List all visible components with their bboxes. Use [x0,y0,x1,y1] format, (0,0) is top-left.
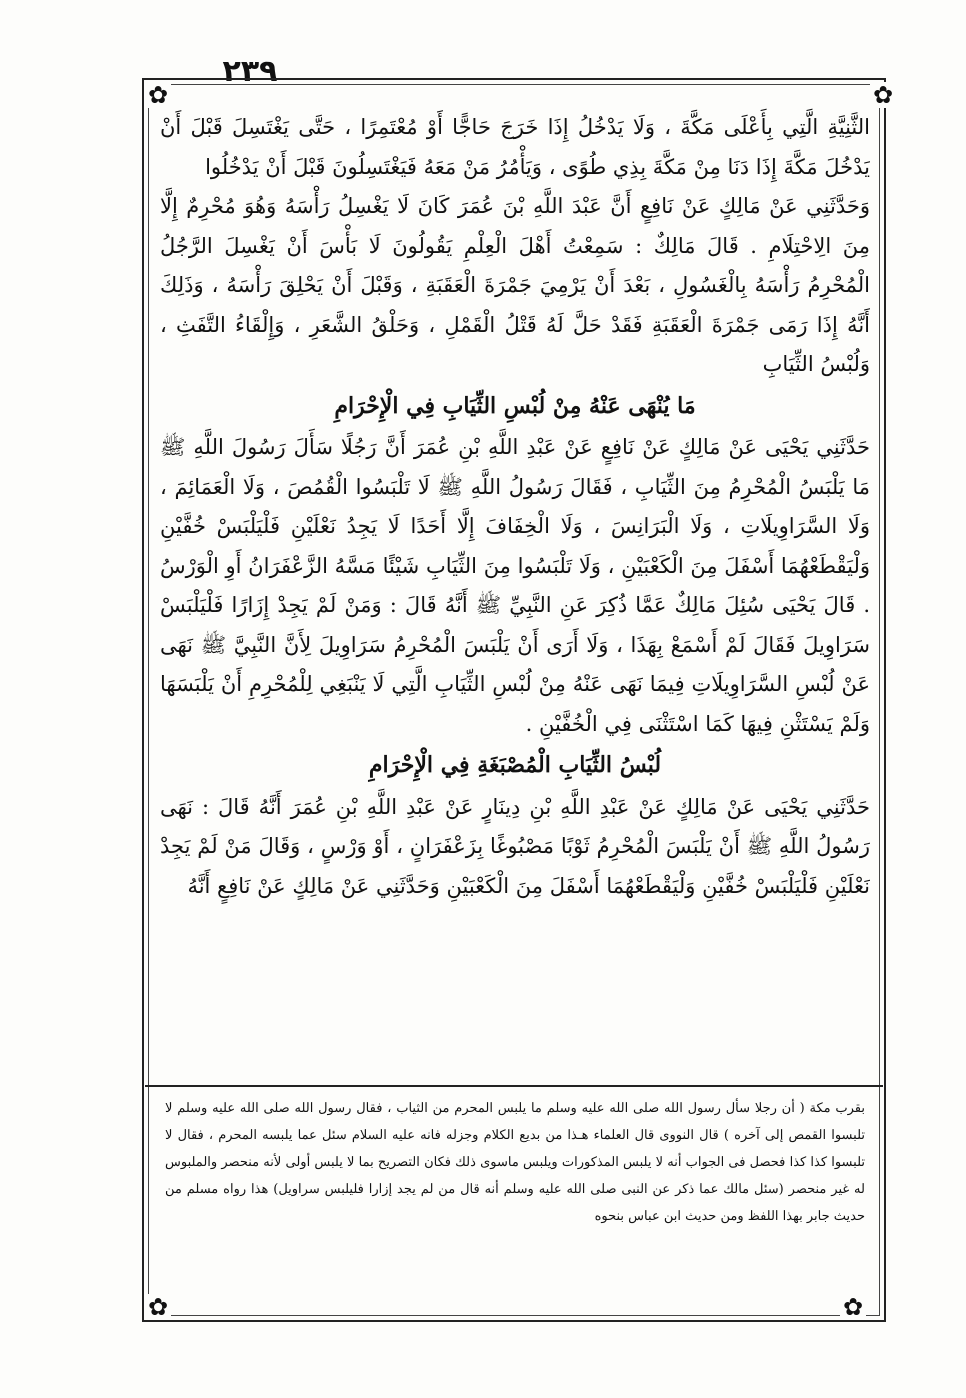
main-text [160,108,870,1076]
section-heading-1: مَا يُنْهَى عَنْهُ مِنْ لُبْسِ الثِّيَابِ فِي الْإِحْرَامِ [334,392,696,419]
footnotes [165,1095,865,1295]
page-number: ٢٣٩ [222,54,278,89]
flower-ornament-icon: ✿ [145,82,171,108]
footnote-text: بقرب مكة ( أن رجلا سأل رسول الله صلى الله عليه وسلم ما يلبس المحرم من الثياب ، فقال رسول الله صلى الله عليه وسلم لا تلبسوا القمص إلى آخره ) قال النووى قال العلماء هـذا من بديع الكلام وجزله فانه عليه السلام سئل عما يلبسه المحرم ، فقال لا تلبسوا كذا كذا فحصل فى الجواب أنه لا يلبس المذكورات ويلبس ماسوى ذلك فكان التصريح بما لا يلبس أولى لأنه منحصر والملبوس له غير منحصر (سئل مالك عما ذكر عن النبى صلى الله عليه وسلم أنه قال من لم يجد إزارا فليلبس سراويل) هذا رواه مسلم من حديث جابر بهذا اللفظ ومن حديث ابن عباس بنحوه [165,1101,865,1224]
section-2-text: حَدَّثَنِي يَحْيَى عَنْ مَالِكٍ عَنْ عَبْدِ اللَّهِ بْنِ دِينَارٍ عَنْ عَبْدِ اللَّهِ بْنِ عُمَرَ أَنَّهُ قَالَ : نَهَى رَسُولُ اللَّهِ ﷺ أَنْ يَلْبَسَ الْمُحْرِمُ ثَوْبًا مَصْبُوغًا بِزَعْفَرَانٍ ، أَوْ وَرْسٍ ، وَقَالَ مَنْ لَمْ يَجِدْ نَعْلَيْنِ فَلْيَلْبَسْ خُفَّيْنِ وَلْيَقْطَعْهُمَا أَسْفَلَ مِنَ الْكَعْبَيْنِ وَحَدَّثَنِي عَنْ مَالِكٍ عَنْ نَافِعٍ أَنَّهُ [160,794,870,898]
paragraph-1: الثَّنِيَّةِ الَّتِي بِأَعْلَى مَكَّةَ ، وَلَا يَدْخُلُ إِذَا خَرَجَ حَاجًّا أَوْ مُعْتَمِرًا ، حَتَّى يَغْتَسِلَ قَبْلَ أَنْ يَدْخُلَ مَكَّةَ إِذَا دَنَا مِنْ مَكَّةَ بِذِي طُوًى ، وَيَأْمُرُ مَنْ مَعَهُ فَيَغْتَسِلُونَ قَبْلَ أَنْ يَدْخُلُوا [160,115,870,179]
footnote-divider [145,1085,883,1087]
flower-ornament-icon: ✿ [145,1294,171,1320]
paragraph-2: وَحَدَّثَنِي عَنْ مَالِكٍ عَنْ نَافِعٍ أَنَّ عَبْدَ اللَّهِ بْنَ عُمَرَ كَانَ لَا يَغْسِلُ رَأْسَهُ وَهُوَ مُحْرِمٌ إِلَّا مِنَ الِاحْتِلَامِ . قَالَ مَالِكٌ : سَمِعْتُ أَهْلَ الْعِلْمِ يَقُولُونَ لَا بَأْسَ أَنْ يَغْسِلَ الرَّجُلُ الْمُحْرِمُ رَأْسَهُ بِالْغَسُولِ ، بَعْدَ أَنْ يَرْمِيَ جَمْرَةَ الْعَقَبَةِ ، وَقَبْلَ أَنْ يَحْلِقَ رَأْسَهُ ، وَذَلِكَ أَنَّهُ إِذَا رَمَى جَمْرَةَ الْعَقَبَةِ فَقَدْ حَلَّ لَهُ قَتْلُ الْقَمْلِ ، وَحَلْقُ الشَّعَرِ ، وَإِلْقَاءُ التَّفَثِ ، وَلُبْسُ الثِّيَابِ [160,194,870,376]
section-heading-2: لُبْسُ الثِّيَابِ الْمُصْبَغَةِ فِي الْإِحْرَامِ [368,752,662,778]
section-1-text: حَدَّثَنِي يَحْيَى عَنْ مَالِكٍ عَنْ نَافِعٍ عَنْ عَبْدِ اللَّهِ بْنِ عُمَرَ أَنَّ رَجُلًا سَأَلَ رَسُولَ اللَّهِ ﷺ مَا يَلْبَسُ الْمُحْرِمُ مِنَ الثِّيَابِ ، فَقَالَ رَسُولُ اللَّهِ ﷺ لَا تَلْبَسُوا الْقُمُصَ ، وَلَا الْعَمَائِمَ ، وَلَا السَّرَاوِيلَاتِ ، وَلَا الْبَرَانِسَ ، وَلَا الْخِفَافَ إِلَّا أَحَدًا لَا يَجِدُ نَعْلَيْنِ فَلْيَلْبَسْ خُفَّيْنِ وَلْيَقْطَعْهُمَا أَسْفَلَ مِنَ الْكَعْبَيْنِ ، وَلَا تَلْبَسُوا مِنَ الثِّيَابِ شَيْئًا مَسَّهُ الزَّعْفَرَانُ أَوِ الْوَرْسُ . قَالَ يَحْيَى سُئِلَ مَالِكٌ عَمَّا ذُكِرَ عَنِ النَّبِيِّ ﷺ أَنَّهُ قَالَ : وَمَنْ لَمْ يَجِدْ إِزَارًا فَلْيَلْبَسْ سَرَاوِيلَ فَقَالَ لَمْ أَسْمَعْ بِهَذَا ، وَلَا أَرَى أَنْ يَلْبَسَ الْمُحْرِمُ سَرَاوِيلَ لِأَنَّ النَّبِيَّ ﷺ نَهَى عَنْ لُبْسِ السَّرَاوِيلَاتِ فِيمَا نَهَى عَنْهُ مِنْ لُبْسِ الثِّيَابِ الَّتِي لَا يَنْبَغِي لِلْمُحْرِمِ أَنْ يَلْبَسَهَا وَلَمْ يَسْتَثْنِ فِيهَا كَمَا اسْتَثْنَى فِي الْخُفَّيْنِ . [160,435,870,736]
flower-ornament-icon: ✿ [840,1294,866,1320]
flower-ornament-icon: ✿ [870,82,896,108]
